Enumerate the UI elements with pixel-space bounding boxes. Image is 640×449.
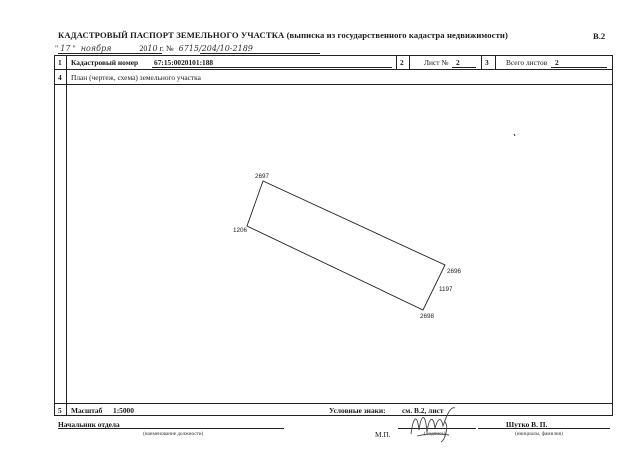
position-caption: (наименование должности) bbox=[143, 431, 204, 437]
cadastral-number-value: 67:15:0020101:188 bbox=[154, 58, 214, 67]
quote-open: " bbox=[55, 44, 59, 53]
scale-label: Масштаб bbox=[71, 406, 103, 415]
total-sheets-label: Всего листов bbox=[506, 58, 548, 67]
sheet-cell-number: 2 bbox=[400, 58, 404, 67]
year-suffix: 10 bbox=[147, 44, 158, 53]
edge-label-1197: 1197 bbox=[439, 286, 453, 293]
signature-caption: (подпись) bbox=[424, 431, 446, 437]
row1-number: 1 bbox=[58, 58, 62, 67]
legend-label: Условные знаки: bbox=[329, 406, 386, 415]
sheet-label: Лист № bbox=[424, 58, 449, 67]
total-sheets-value: 2 bbox=[555, 58, 559, 67]
year-label: г. № bbox=[159, 44, 174, 53]
year-prefix: 20 bbox=[139, 44, 148, 53]
cadastral-number-label: Кадастровый номер bbox=[71, 58, 139, 67]
scale-value: 1:5000 bbox=[113, 406, 134, 415]
date-day: 17 bbox=[60, 44, 71, 53]
document-number: 6715/204/10-2189 bbox=[178, 44, 253, 53]
form-code: В.2 bbox=[593, 31, 606, 41]
signature-stroke bbox=[411, 408, 455, 442]
stamp-label: М.П. bbox=[375, 430, 391, 439]
position-underline bbox=[58, 428, 284, 429]
plan-label: План (чертеж, схема) земельного участка bbox=[71, 73, 201, 82]
point-label-2697: 2697 bbox=[255, 173, 270, 180]
plot-boundary bbox=[247, 181, 445, 310]
name-caption: (инициалы, фамилия) bbox=[515, 431, 563, 437]
total-cell-number: 3 bbox=[485, 58, 489, 67]
point-label-2698: 2698 bbox=[420, 313, 435, 320]
row5-number: 5 bbox=[58, 406, 62, 415]
name-underline bbox=[478, 428, 610, 429]
legend-value: см. В.2, лист bbox=[402, 406, 444, 415]
row4-number: 4 bbox=[58, 73, 62, 82]
document-title: КАДАСТРОВЫЙ ПАСПОРТ ЗЕМЕЛЬНОГО УЧАСТКА (выписка из государственного кадастра недвижимости) bbox=[58, 30, 508, 40]
point-label-1206: 1206 bbox=[233, 227, 248, 234]
signature-image bbox=[405, 404, 465, 444]
date-month: ноября bbox=[80, 44, 112, 53]
position-title: Начальник отдела bbox=[58, 420, 120, 429]
speck bbox=[514, 134, 515, 136]
signer-name: Шутко В. П. bbox=[506, 420, 548, 429]
point-label-2696: 2696 bbox=[447, 268, 462, 275]
quote-close: " bbox=[72, 44, 76, 53]
sheet-value: 2 bbox=[456, 58, 460, 67]
